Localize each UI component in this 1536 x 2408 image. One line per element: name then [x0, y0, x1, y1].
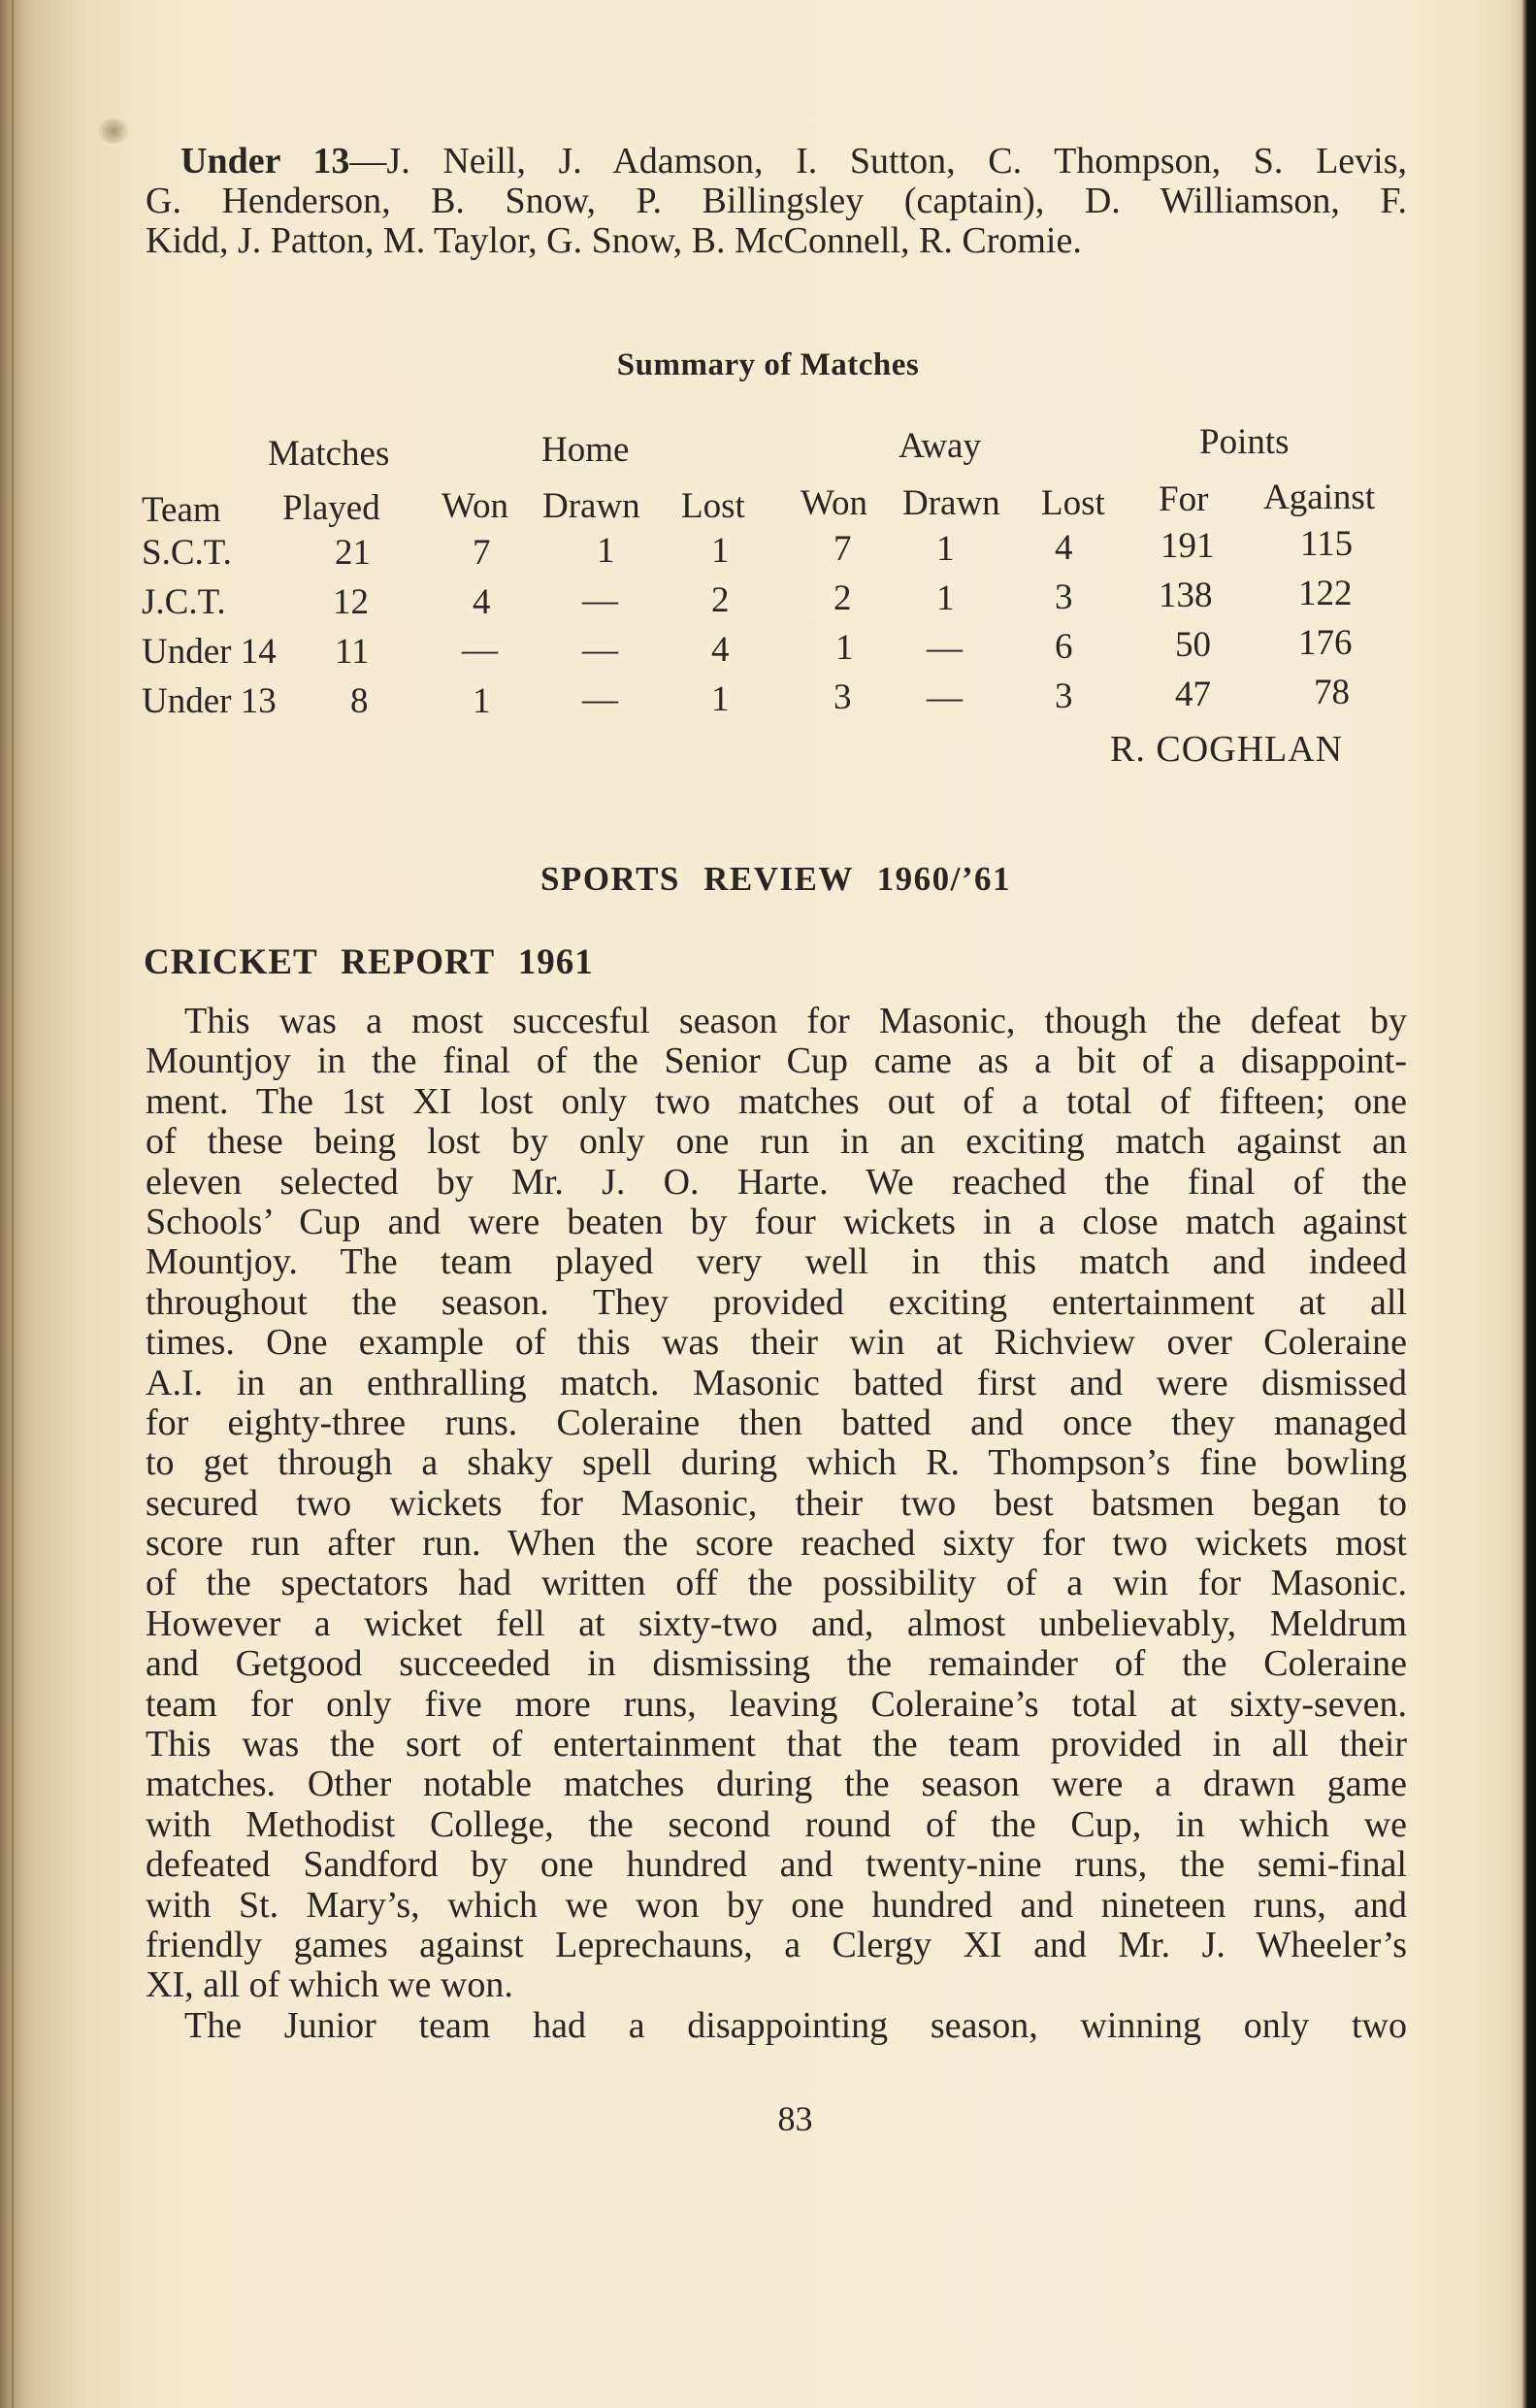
cell-team: S.C.T. [142, 533, 232, 573]
roster-line-3: Kidd, J. Patton, M. Taylor, G. Snow, B. McConnell, R. Cromie. [146, 220, 1082, 261]
column-header-home-drawn: Drawn [542, 486, 640, 526]
paragraph-line: Mountjoy in the final of the Senior Cup came as a bit of a disappoint- [146, 1040, 1407, 1082]
paper-stain [97, 118, 130, 144]
paragraph-line: XI, all of which we won. [146, 1964, 513, 2006]
cell-home-drawn: 1 [597, 531, 615, 571]
cell-away-won: 3 [833, 677, 852, 717]
cell-points-against: 122 [1298, 574, 1353, 613]
roster-dash: — [349, 141, 387, 181]
cell-team: J.C.T. [142, 582, 226, 622]
paragraph-line: ment. The 1st XI lost only two matches out of a total of fifteen; one [146, 1080, 1407, 1122]
column-header-away-drawn: Drawn [902, 483, 1000, 523]
sports-review-title: SPORTS REVIEW 1960/’61 [539, 860, 1012, 898]
paragraph-line: score run after run. When the score reached sixty for two wickets most [146, 1523, 1407, 1565]
column-header-home-won: Won [441, 486, 508, 526]
author-signature: R. COGHLAN [1110, 729, 1344, 770]
cell-points-for: 191 [1160, 526, 1215, 566]
paragraph-line: friendly games against Leprechauns, a Clergy XI and Mr. J. Wheeler’s [146, 1924, 1407, 1965]
roster-label: Under 13 [180, 141, 350, 181]
paragraph-line: for eighty-three runs. Coleraine then batted and once they managed [146, 1402, 1407, 1443]
cell-played: 12 [333, 582, 369, 622]
page-number: 83 [777, 2099, 813, 2138]
cell-home-won: 7 [473, 533, 491, 573]
paragraph-line: Mountjoy. The team played very well in this match and indeed [146, 1241, 1407, 1283]
cell-home-lost: 2 [711, 580, 730, 620]
cell-away-won: 2 [833, 578, 852, 618]
paragraph-line: However a wicket fell at sixty-two and, almost unbelievably, Meldrum [146, 1602, 1407, 1644]
cell-home-lost: 4 [711, 630, 730, 670]
column-header-home-lost: Lost [681, 486, 745, 526]
cell-away-won: 7 [833, 529, 852, 569]
cell-played: 21 [335, 533, 371, 573]
column-header-away-won: Won [801, 483, 867, 523]
group-header-away: Away [899, 426, 981, 466]
paragraph-line: throughout the season. They provided exciting entertainment at all [146, 1281, 1407, 1323]
summary-of-matches-title: Summary of Matches [616, 347, 920, 382]
roster-names-1: J. Neill, J. Adamson, I. Sutton, C. Thompson, S. Levis, [386, 141, 1407, 181]
cell-away-won: 1 [835, 628, 854, 668]
paragraph-line: Schools’ Cup and were beaten by four wickets in a close match against [146, 1201, 1407, 1242]
cell-points-for: 138 [1159, 576, 1213, 615]
cell-home-lost: 1 [711, 679, 730, 719]
cell-home-won: 4 [473, 582, 491, 622]
cell-points-against: 176 [1298, 623, 1353, 663]
cell-points-against: 115 [1300, 524, 1354, 564]
cell-away-drawn: — [927, 628, 963, 668]
column-header-played: Played [282, 488, 380, 528]
column-header-points-for: For [1159, 479, 1209, 519]
paragraph-line: This was a most succesful season for Masonic, though the defeat by [184, 1001, 1407, 1041]
cricket-report-body [146, 1002, 1407, 2046]
cell-points-for: 47 [1175, 675, 1211, 714]
paragraph-line: defeated Sandford by one hundred and twenty-nine runs, the semi-final [146, 1844, 1407, 1886]
cell-home-drawn: — [582, 630, 618, 670]
cell-team: Under 14 [142, 632, 277, 672]
paragraph-line: and Getgood succeeded in dismissing the remainder of the Coleraine [146, 1643, 1407, 1685]
under-13-roster [146, 142, 1407, 261]
paragraph-line: of these being lost by only one run in an exciting match against an [146, 1121, 1407, 1163]
cell-away-drawn: — [927, 677, 963, 717]
cell-away-lost: 6 [1055, 627, 1073, 667]
column-header-away-lost: Lost [1041, 483, 1105, 523]
paragraph-line: with St. Mary’s, which we won by one hundred and nineteen runs, and [146, 1884, 1407, 1926]
cell-points-against: 78 [1314, 673, 1350, 712]
paragraph-line: secured two wickets for Masonic, their two best batsmen began to [146, 1482, 1407, 1524]
group-header-home: Home [541, 430, 630, 470]
roster-line-2: G. Henderson, B. Snow, P. Billingsley (captain), D. Williamson, F. [146, 181, 1407, 221]
paragraph-line: with Methodist College, the second round of the Cup, in which we [146, 1803, 1407, 1845]
group-header-points: Points [1199, 422, 1290, 462]
cell-points-for: 50 [1175, 625, 1211, 665]
cell-team: Under 13 [142, 681, 277, 721]
cell-played: 11 [335, 632, 370, 672]
column-header-team: Team [142, 490, 221, 530]
paragraph-line: team for only five more runs, leaving Coleraine’s total at sixty-seven. [146, 1683, 1407, 1725]
cell-home-drawn: — [582, 679, 618, 719]
paragraph-line: to get through a shaky spell during which R. Thompson’s fine bowling [146, 1442, 1407, 1484]
paragraph-line: times. One example of this was their win at Richview over Coleraine [146, 1322, 1407, 1364]
cell-away-drawn: 1 [936, 529, 955, 569]
cell-home-won: 1 [473, 681, 491, 721]
cell-played: 8 [350, 681, 369, 721]
paragraph-line: matches. Other notable matches during the season were a drawn game [146, 1764, 1407, 1805]
cell-away-lost: 4 [1055, 528, 1073, 568]
cell-away-lost: 3 [1055, 577, 1073, 617]
cell-away-drawn: 1 [936, 578, 955, 618]
roster-line-1 [146, 142, 1407, 181]
paragraph-line: of the spectators had written off the possibility of a win for Masonic. [146, 1563, 1407, 1604]
cell-away-lost: 3 [1055, 676, 1073, 716]
cell-home-lost: 1 [711, 531, 730, 571]
cell-home-drawn: — [582, 580, 618, 620]
paragraph-line: This was the sort of entertainment that the team provided in all their [146, 1724, 1407, 1765]
paragraph-line: A.I. in an enthralling match. Masonic batted first and were dismissed [146, 1362, 1407, 1403]
paragraph-line: eleven selected by Mr. J. O. Harte. We reached the final of the [146, 1161, 1407, 1203]
cell-home-won: — [462, 630, 498, 670]
column-header-points-against: Against [1263, 478, 1376, 517]
group-header-matches: Matches [268, 434, 390, 474]
paragraph-line: The Junior team had a disappointing season, winning only two [184, 2004, 1407, 2046]
cricket-report-title: CRICKET REPORT 1961 [144, 942, 594, 982]
